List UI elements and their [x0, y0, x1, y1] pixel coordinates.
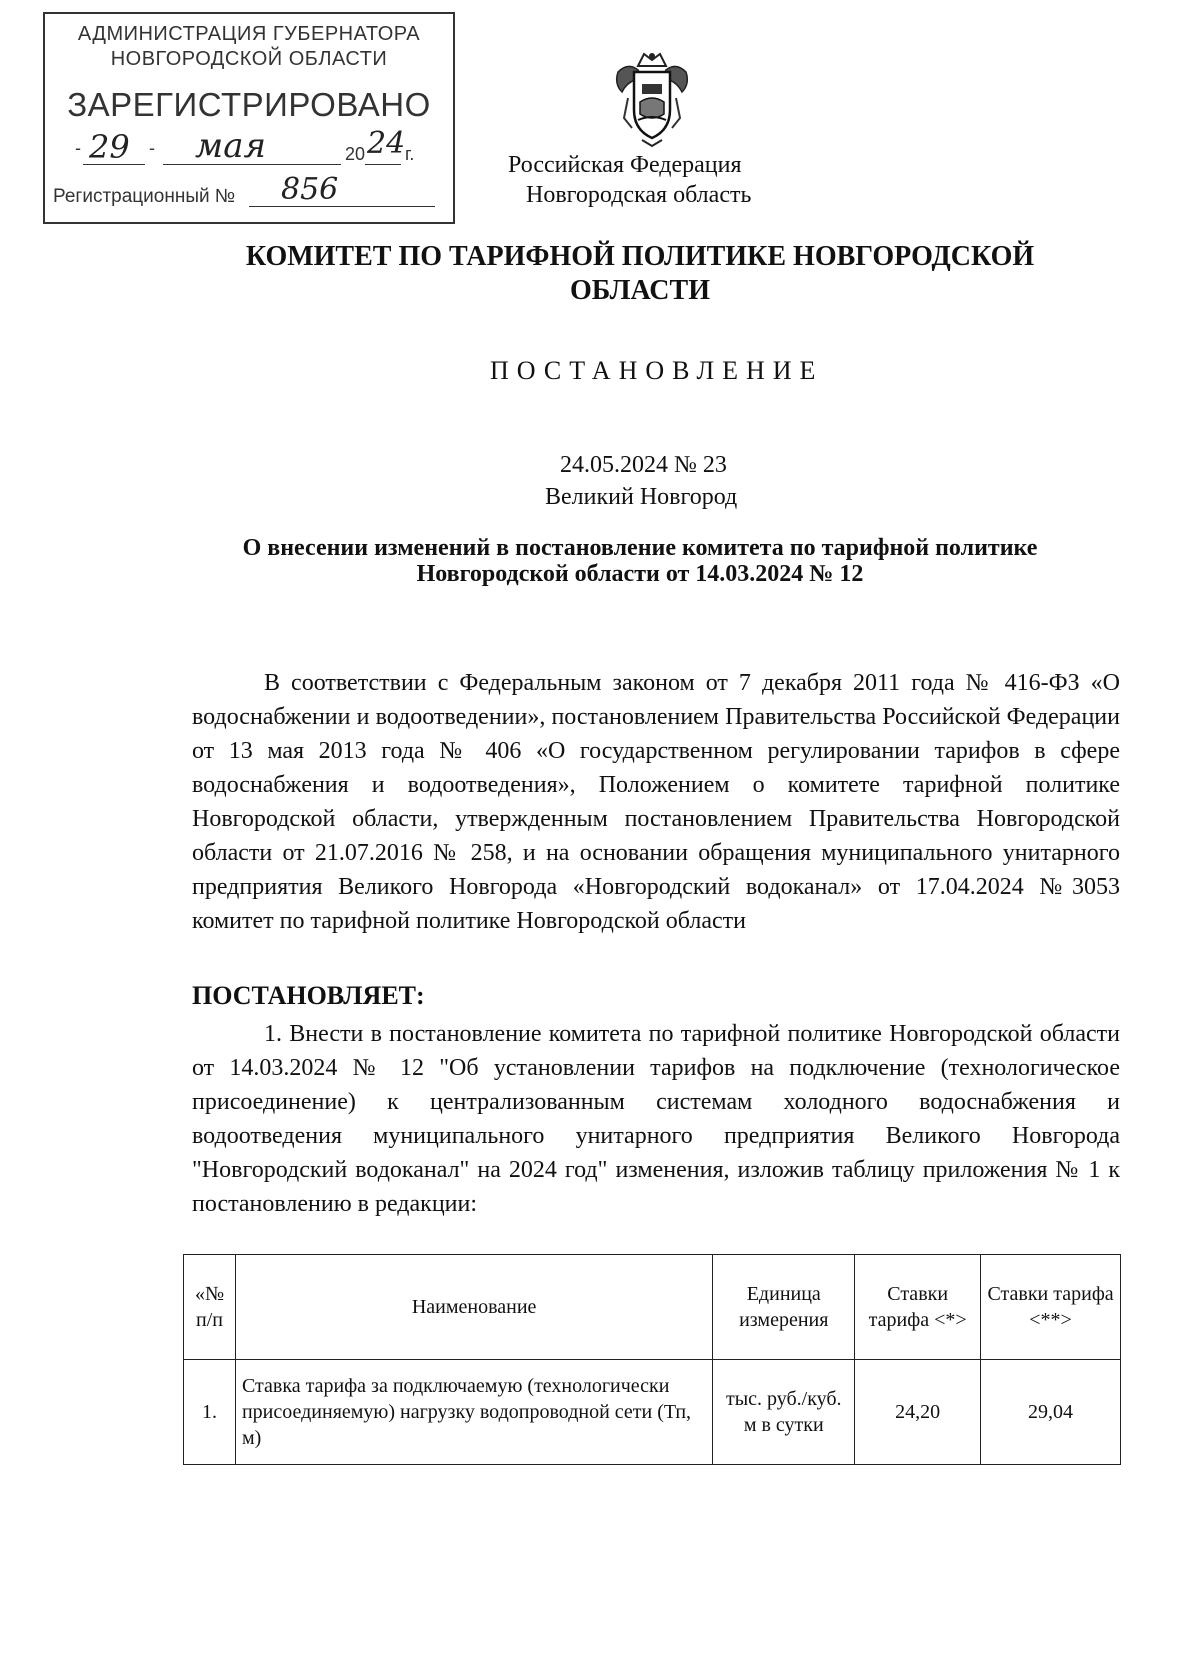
stamp-date-row: - 29 - мая 20 24 г.: [75, 126, 415, 166]
table-row: [184, 1360, 1121, 1465]
tariff-table: [183, 1254, 1121, 1465]
cell-number: 1.: [184, 1360, 236, 1465]
committee-title: КОМИТЕТ ПО ТАРИФНОЙ ПОЛИТИКЕ НОВГОРОДСКОЙ ОБЛАСТИ: [245, 241, 1035, 306]
cell-rate-1: 24,20: [855, 1360, 981, 1465]
col-header-name: Наименование: [235, 1255, 712, 1360]
col-header-rate-2: Ставки тарифа <**>: [981, 1255, 1121, 1360]
stamp-reg-number: 856: [281, 172, 339, 207]
stamp-month: мая: [195, 126, 266, 166]
coat-of-arms-icon: [608, 48, 696, 148]
document-date-number: 24.05.2024 № 23: [560, 452, 727, 478]
stamp-year-unit: г.: [405, 144, 415, 164]
stamp-reg-label: Регистрационный №: [53, 186, 236, 207]
header-region: Новгородская область: [526, 182, 752, 208]
stamp-day: 29: [89, 128, 130, 166]
preamble-paragraph: В соответствии с Федеральным законом от 7 декабря 2011 года № 416-ФЗ «О водоснабжении и водоотведении», постановлением Правительства Российской Федерации от 13 мая 2013 года № 406 «О государственном регулировании тарифов в сфере водоснабжения и водоотведения», Положением о комитете тарифной политике Новгородской области, утвержденным постановлением Правительства Новгородской области от 21.07.2016 № 258, и на основании обращения муниципального унитарного предприятия Великого Новгорода «Новгородский водоканал» от 17.04.2024 №3053 комитет по тарифной политике Новгородской области: [192, 670, 1120, 934]
col-header-number: «№ п/п: [184, 1255, 236, 1360]
col-header-unit: Единица измерения: [713, 1255, 855, 1360]
stamp-year-suffix: 24: [367, 126, 406, 161]
stamp-line-admin: АДМИНИСТРАЦИЯ ГУБЕРНАТОРА: [77, 23, 421, 45]
document-city: Великий Новгород: [545, 484, 738, 510]
stamp-year-prefix: 20: [345, 144, 366, 164]
registration-stamp: [43, 12, 455, 224]
document-subject: О внесении изменений в постановление комитета по тарифной политике Новгородской области от 14.03.2024 № 12: [242, 535, 1038, 587]
stamp-line-region: НОВГОРОДСКОЙ ОБЛАСТИ: [110, 48, 388, 70]
col-header-rate-1: Ставки тарифа <*>: [855, 1255, 981, 1360]
resolve-heading: ПОСТАНОВЛЯЕТ:: [192, 981, 425, 1010]
table-header-row: [184, 1255, 1121, 1360]
header-country: Российская Федерация: [508, 152, 742, 178]
cell-rate-2: 29,04: [981, 1360, 1121, 1465]
stamp-reg-row: [53, 172, 445, 210]
cell-unit: тыс. руб./куб. м в сутки: [713, 1360, 855, 1465]
stamp-registered: ЗАРЕГИСТРИРОВАНО: [67, 86, 431, 123]
cell-name: Ставка тарифа за подключаемую (технологически присоединяемую) нагрузку водопроводной сети (Тп, м): [235, 1360, 712, 1465]
item-1-paragraph: 1. Внести в постановление комитета по тарифной политике Новгородской области от 14.03.2024 № 12 "Об установлении тарифов на подключение (технологическое присоединение) к централизованным системам холодного водоснабжения и водоотведения муниципального унитарного предприятия Великого Новгорода "Новгородский водоканал" на 2024 год" изменения, изложив таблицу приложения № 1 к постановлению в редакции:: [192, 1021, 1120, 1217]
document-type: ПОСТАНОВЛЕНИЕ: [490, 356, 824, 385]
